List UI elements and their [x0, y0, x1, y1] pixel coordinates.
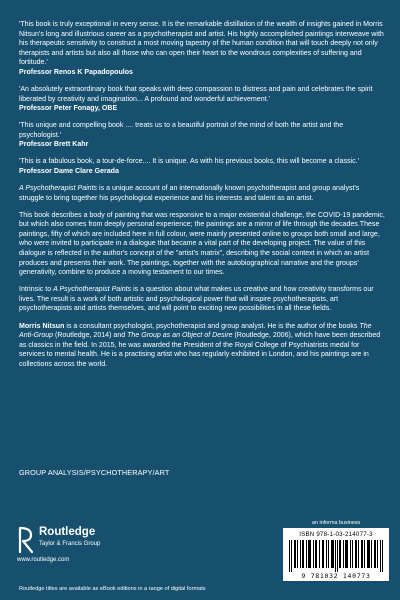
description-text: is a unique account of an internationally known psychotherapist and group analyst's struggle to bring together his psychological experience and his interests and talent as an artist. [19, 185, 360, 202]
endorsement-quote [19, 20, 385, 77]
author-bio [19, 322, 385, 370]
quote-attribution: Professor Brett Kahr [19, 141, 89, 149]
quote-text: 'This book is truly exceptional in every sense. It is the remarkable distillation of the wealth of insights gained in Morris Nitsun's long and illustrious career as a psychotherapist and artist. His highly accomplished paintings interweave with his therapeutic sensitivity to construct a most moving tapestry of the human condition that will touch deeply not only therapists and artists but also all those who can open their heart to the wondrous complexities of suffering and fortitude.' [19, 21, 384, 67]
ebook-note: Routledge titles are available as eBook editions in a range of digital formats [19, 586, 206, 592]
publisher-url[interactable]: www.routledge.com [17, 557, 70, 563]
author-book-title: The Group as an Object of Desire [127, 332, 233, 340]
description-text: is a question about what makes us creative and how creativity transforms our lives. The result is a work of both artistic and psychological power that will inspire psychotherapists, art psychotherapists and artists themselves, and will point to exciting new possibilities in all these fields. [19, 286, 374, 313]
routledge-logo-icon [17, 526, 35, 554]
quote-attribution: Professor Renos K Papadopoulos [19, 68, 133, 76]
back-cover-text [19, 20, 385, 377]
isbn-digits: 9 781032 140773 [301, 572, 371, 580]
informa-tagline: an informa business [312, 520, 361, 526]
publisher-logo [17, 526, 127, 566]
quote-text: 'An absolutely extraordinary book that speaks with deep compassion to distress and pain and celebrates the spirit liberated by creativity and imagination... A profound and wonderful achievement.' [19, 85, 373, 103]
author-book-title: The Anti-Group [19, 322, 372, 340]
isbn-barcode [283, 528, 389, 581]
quote-text: 'This unique and compelling book .... treats us to a beautiful portrait of the mind of both the artist and the psychologist.' [19, 122, 344, 139]
endorsement-quote [19, 157, 385, 176]
book-title: A Psychotherapist Paints [53, 286, 132, 294]
publisher-name: Routledge [39, 526, 96, 538]
description-paragraph: This book describes a body of painting that was responsive to a major existential challenge, the COVID-19 pandemic, but which also comes from deeply personal experience; the paintings are a mirror of life through the decades.These paintings, fifty of which are included here in full colour, were mainly presented online to groups both small and large, who were invited to participate in a dialogue that became a vital part of the developing project. The value of this dialogue is reflected in the author's concept of the "artist's matrix", describing the social context in which an artist produces and presents their work. The paintings, together with the autobiographical narrative and the groups' generativity, combine to produce a moving testament to our times. [19, 211, 385, 277]
description-paragraph [19, 285, 385, 314]
book-title: A Psychotherapist Paints [19, 185, 98, 193]
description-paragraph [19, 184, 385, 203]
barcode-icon [289, 540, 383, 572]
author-bio-text: is a consultant psychologist, psychotherapist and group analyst. He is the author of the books [64, 322, 360, 330]
quote-attribution: Professor Peter Fonagy, OBE [19, 105, 118, 113]
description-text: Intrinsic to [19, 286, 54, 294]
author-bio-text: (Routledge, 2006), which have been described as classics in the field. In 2015, he was awarded the President of the Royal College of Psychiatrists medal for services to mental health. He is a practising artist who has regularly exhibited in London, and his paintings are in collections across the world. [19, 332, 381, 368]
endorsement-quote [19, 85, 385, 114]
endorsement-quote [19, 121, 385, 150]
quote-attribution: Professor Dame Clare Gerada [19, 168, 119, 176]
author-bio-text: (Routledge, 2014) and [53, 332, 128, 340]
quote-text: 'This is a fabulous book, a tour-de-force.... It is unique. As with his previous books, this will become a classic.' [19, 158, 359, 166]
isbn-label: ISBN 978-1-03-214077-3 [299, 531, 373, 538]
subject-categories: GROUP ANALYSIS/PSYCHOTHERAPY/ART [19, 468, 170, 477]
author-name: Morris Nitsun [19, 322, 65, 330]
publisher-group: Taylor & Francis Group [39, 541, 101, 547]
